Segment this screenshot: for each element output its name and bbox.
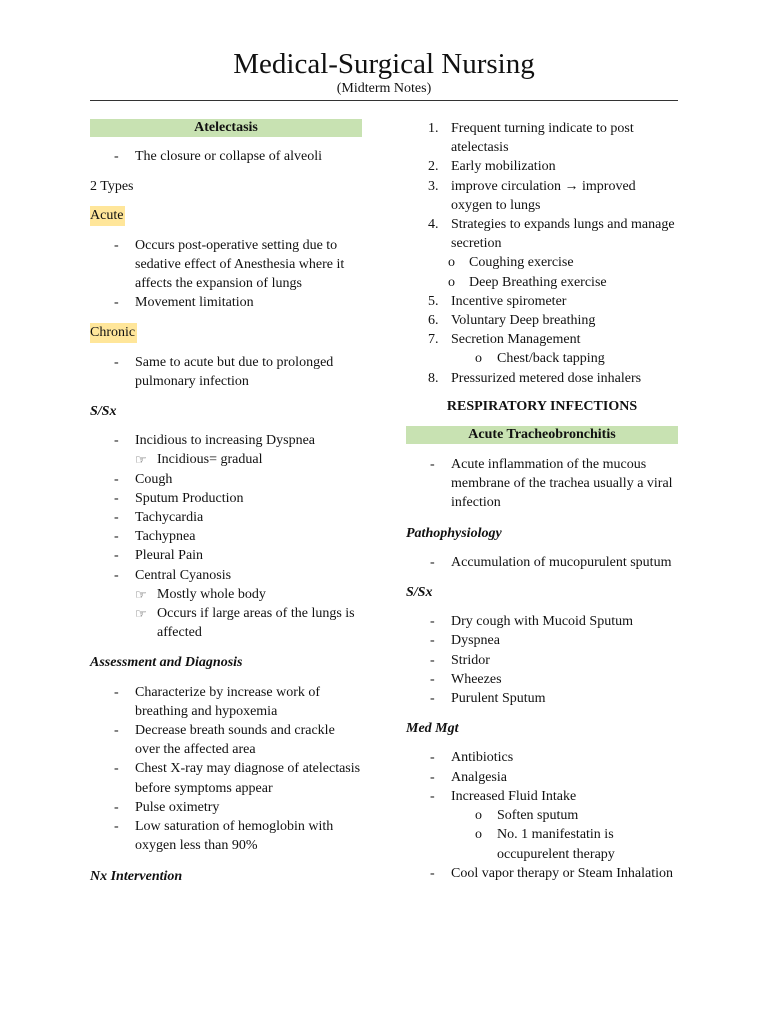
types-label: 2 Types xyxy=(90,179,134,195)
list-item: - Dyspnea xyxy=(406,631,678,650)
page-title: Medical-Surgical Nursing xyxy=(233,48,535,80)
chronic-label: Chronic xyxy=(90,323,137,342)
left-column xyxy=(90,119,362,886)
intervention-list-cont xyxy=(406,292,678,350)
patho-list xyxy=(406,553,678,572)
sub-item: o Chest/back tapping xyxy=(475,351,605,367)
list-item: - Wheezes xyxy=(406,670,678,689)
list-item: 8. Pressurized metered dose inhalers xyxy=(428,370,642,386)
hand-pointing-icon: ☞ xyxy=(135,586,147,602)
sub-item xyxy=(135,585,362,604)
ssx-label: S/Sx xyxy=(90,404,117,420)
hand-pointing-icon: ☞ xyxy=(135,606,147,622)
list-item: - Occurs post-operative setting due to sedative effect of Anesthesia where it affects the expansion of lungs xyxy=(90,236,362,294)
intervention-list xyxy=(406,119,678,253)
sub-item: o No. 1 manifestatin is occupurelent therapy xyxy=(475,827,615,862)
sub-item-text: Mostly whole body xyxy=(157,586,266,602)
sub-item: o Soften sputum xyxy=(475,808,579,824)
list-item: - Sputum Production xyxy=(90,489,362,508)
tracheobronchitis-heading: Acute Tracheobronchitis xyxy=(406,426,678,444)
list-item: - Accumulation of mucopurulent sputum xyxy=(406,553,678,572)
list-item-text: Incidious to increasing Dyspnea xyxy=(135,433,316,449)
page-subtitle: (Midterm Notes) xyxy=(336,81,432,96)
list-item: - Tachycardia xyxy=(90,508,362,527)
hand-pointing-icon: ☞ xyxy=(135,452,147,468)
tracheo-definition-list xyxy=(406,455,678,513)
sub-item-text: Occurs if large areas of the lungs is affected xyxy=(157,606,355,641)
sub-item xyxy=(135,450,362,469)
list-item: - Tachypnea xyxy=(90,527,362,546)
sub-item: o Deep Breathing exercise xyxy=(448,274,607,290)
atelectasis-heading: Atelectasis xyxy=(90,119,362,137)
nx-intervention-label: Nx Intervention xyxy=(90,868,183,884)
sub-item-text: Incidious= gradual xyxy=(157,452,263,468)
list-item xyxy=(90,431,362,469)
assessment-label: Assessment and Diagnosis xyxy=(90,655,243,671)
list-item: 3. improve circulation → improved oxygen to lungs xyxy=(428,178,636,213)
intervention-list-end xyxy=(406,369,678,388)
assessment-list xyxy=(90,683,362,856)
list-item: - Cool vapor therapy or Steam Inhalation xyxy=(406,864,678,883)
list-item: 7. Secretion Management xyxy=(428,332,581,348)
list-item xyxy=(90,566,362,643)
list-item: - Analgesia xyxy=(406,768,678,787)
list-item: 4. Strategies to expands lungs and manage secretion xyxy=(428,217,675,252)
pathophysiology-label: Pathophysiology xyxy=(406,525,502,541)
sub-item xyxy=(135,604,362,642)
right-column xyxy=(406,119,678,883)
list-item: - Characterize by increase work of breathing and hypoxemia xyxy=(90,683,362,721)
list-item: - Dry cough with Mucoid Sputum xyxy=(406,612,678,631)
definition-list xyxy=(90,147,362,166)
list-item: 2. Early mobilization xyxy=(428,159,556,175)
list-item: - The closure or collapse of alveoli xyxy=(90,147,362,166)
list-item: - Decrease breath sounds and crackle over the affected area xyxy=(90,721,362,759)
list-item: - Pulse oximetry xyxy=(90,798,362,817)
list-item: 5. Incentive spirometer xyxy=(428,293,567,309)
list-item: - Purulent Sputum xyxy=(406,689,678,708)
list-item: 6. Voluntary Deep breathing xyxy=(428,313,596,329)
med-mgt-list xyxy=(406,748,678,806)
respiratory-infections-heading: RESPIRATORY INFECTIONS xyxy=(446,398,638,414)
list-item: - Increased Fluid Intake xyxy=(406,787,678,806)
ssx-list-right xyxy=(406,612,678,708)
ssx-label-right: S/Sx xyxy=(406,585,433,601)
list-item: - Acute inflammation of the mucous membrane of the trachea usually a viral infection xyxy=(406,455,678,513)
med-mgt-label: Med Mgt xyxy=(406,721,459,737)
med-mgt-list-end xyxy=(406,864,678,883)
list-item: - Antibiotics xyxy=(406,748,678,767)
list-item: - Stridor xyxy=(406,651,678,670)
chronic-list xyxy=(90,353,362,391)
list-item: - Low saturation of hemoglobin with oxygen less than 90% xyxy=(90,817,362,855)
list-item: - Cough xyxy=(90,470,362,489)
list-item: - Same to acute but due to prolonged pulmonary infection xyxy=(90,353,362,391)
list-item: - Movement limitation xyxy=(90,293,362,312)
acute-list xyxy=(90,236,362,313)
title-divider xyxy=(90,100,678,101)
acute-label: Acute xyxy=(90,206,125,225)
list-item: 1. Frequent turning indicate to post atelectasis xyxy=(428,121,634,156)
list-item: - Pleural Pain xyxy=(90,546,362,565)
list-item-text: Central Cyanosis xyxy=(135,567,232,583)
list-item: - Chest X-ray may diagnose of atelectasis before symptoms appear xyxy=(90,759,362,797)
ssx-list xyxy=(90,431,362,642)
sub-item: o Coughing exercise xyxy=(448,255,574,271)
